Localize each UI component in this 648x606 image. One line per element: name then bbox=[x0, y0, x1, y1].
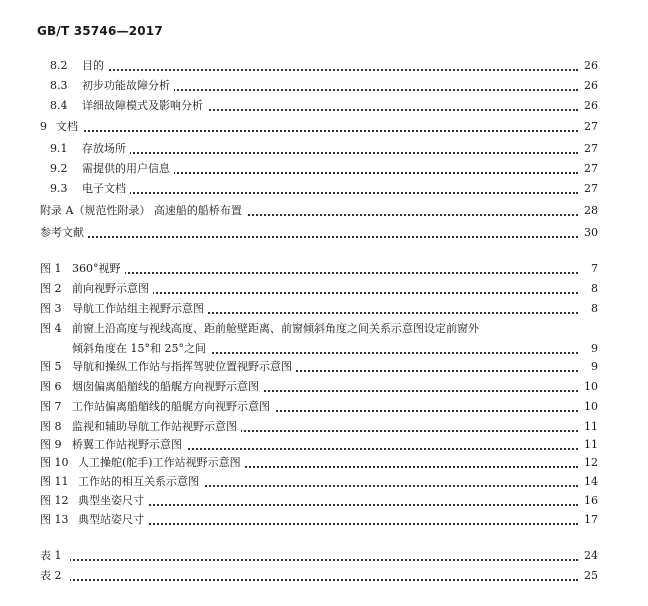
figure-label: 图 9 bbox=[40, 438, 62, 451]
figure-page: 12 bbox=[584, 456, 598, 469]
figure-entry[interactable] bbox=[0, 357, 648, 377]
table-label: 表 1 bbox=[40, 549, 62, 562]
figure-label: 图 4 bbox=[40, 322, 62, 335]
dot-leader bbox=[72, 272, 578, 274]
dot-leader bbox=[56, 130, 578, 132]
figure-label: 图 12 bbox=[40, 494, 69, 507]
figure-entry[interactable] bbox=[0, 435, 648, 455]
figure-title: 工作站的相互关系示意图 bbox=[78, 475, 203, 488]
toc-entry[interactable] bbox=[0, 96, 648, 116]
toc-entry-title: 附录 A（规范性附录） 高速船的船桥布置 bbox=[40, 204, 246, 217]
toc-entry-page: 30 bbox=[584, 226, 598, 239]
figure-page: 11 bbox=[584, 420, 598, 433]
table-entry[interactable] bbox=[0, 546, 648, 566]
figure-page: 7 bbox=[591, 262, 598, 275]
table-page: 25 bbox=[584, 569, 598, 582]
figure-title: 人工操舵(舵手)工作站视野示意图 bbox=[78, 456, 245, 469]
figure-page: 8 bbox=[591, 302, 598, 315]
dot-leader bbox=[82, 152, 578, 154]
toc-entry[interactable] bbox=[0, 76, 648, 96]
figure-page: 8 bbox=[591, 282, 598, 295]
toc-entry-title: 电子文档 bbox=[82, 182, 130, 195]
figure-title: 前窗上沿高度与视线高度、距前舱壁距离、前窗倾斜角度之间关系示意图设定前窗外 bbox=[72, 322, 483, 335]
figure-title: 典型坐姿尺寸 bbox=[78, 494, 148, 507]
figure-entry[interactable] bbox=[0, 453, 648, 473]
toc-entry[interactable] bbox=[0, 117, 648, 137]
toc-entry-appendix[interactable] bbox=[0, 201, 648, 221]
figure-page: 10 bbox=[584, 400, 598, 413]
figure-page: 9 bbox=[591, 342, 598, 355]
figure-entry[interactable] bbox=[0, 259, 648, 279]
figure-title: 导航工作站组主视野示意图 bbox=[72, 302, 208, 315]
toc-entry-page: 26 bbox=[584, 79, 598, 92]
figure-title: 桥翼工作站视野示意图 bbox=[72, 438, 186, 451]
dot-leader bbox=[82, 192, 578, 194]
toc-entry-number: 8.4 bbox=[50, 99, 68, 112]
figure-page: 10 bbox=[584, 380, 598, 393]
toc-entry-page: 28 bbox=[584, 204, 598, 217]
figure-entry[interactable] bbox=[0, 279, 648, 299]
figure-page: 11 bbox=[584, 438, 598, 451]
figure-label: 图 10 bbox=[40, 456, 69, 469]
toc-entry-page: 27 bbox=[584, 142, 598, 155]
figure-label: 图 7 bbox=[40, 400, 62, 413]
figure-title: 360°视野 bbox=[72, 262, 125, 275]
toc-entry[interactable] bbox=[0, 159, 648, 179]
figure-entry[interactable] bbox=[0, 397, 648, 417]
figure-label: 图 2 bbox=[40, 282, 62, 295]
figure-title: 工作站偏离船艏线的船艉方向视野示意图 bbox=[72, 400, 274, 413]
toc-entry-number: 8.2 bbox=[50, 59, 68, 72]
figure-entry-continuation[interactable] bbox=[0, 339, 648, 359]
figure-entry[interactable] bbox=[0, 491, 648, 511]
figure-page: 17 bbox=[584, 513, 598, 526]
toc-entry-number: 9 bbox=[40, 120, 47, 133]
dot-leader bbox=[66, 579, 578, 581]
dot-leader bbox=[66, 559, 578, 561]
toc-entry-title: 存放场所 bbox=[82, 142, 130, 155]
toc-entry-page: 26 bbox=[584, 99, 598, 112]
figure-label: 图 8 bbox=[40, 420, 62, 433]
dot-leader bbox=[82, 69, 578, 71]
figure-label: 图 13 bbox=[40, 513, 69, 526]
figure-label: 图 5 bbox=[40, 360, 62, 373]
dot-leader bbox=[40, 236, 578, 238]
figure-label: 图 1 bbox=[40, 262, 62, 275]
figure-title: 监视和辅助导航工作站视野示意图 bbox=[72, 420, 241, 433]
toc-entry-page: 27 bbox=[584, 162, 598, 175]
toc-entry-references[interactable] bbox=[0, 223, 648, 243]
figure-title-continuation: 倾斜角度在 15°和 25°之间 bbox=[72, 342, 210, 355]
toc-entry[interactable] bbox=[0, 139, 648, 159]
toc-entry-title: 初步功能故障分析 bbox=[82, 79, 174, 92]
table-label: 表 2 bbox=[40, 569, 62, 582]
figure-entry[interactable] bbox=[0, 472, 648, 492]
toc-entry-page: 27 bbox=[584, 182, 598, 195]
figure-label: 图 3 bbox=[40, 302, 62, 315]
figure-entry[interactable] bbox=[0, 417, 648, 437]
figure-label: 图 11 bbox=[40, 475, 69, 488]
figure-page: 16 bbox=[584, 494, 598, 507]
figure-page: 9 bbox=[591, 360, 598, 373]
figure-label: 图 6 bbox=[40, 380, 62, 393]
toc-entry-number: 9.1 bbox=[50, 142, 68, 155]
toc-entry-title: 需提供的用户信息 bbox=[82, 162, 174, 175]
toc-entry-number: 9.2 bbox=[50, 162, 68, 175]
figure-entry[interactable] bbox=[0, 377, 648, 397]
figure-page: 14 bbox=[584, 475, 598, 488]
figure-entry[interactable] bbox=[0, 510, 648, 530]
toc-entry-page: 26 bbox=[584, 59, 598, 72]
dot-leader bbox=[78, 523, 578, 525]
dot-leader bbox=[78, 504, 578, 506]
toc-entry-page: 27 bbox=[584, 120, 598, 133]
table-title bbox=[66, 549, 70, 562]
toc-entry[interactable] bbox=[0, 179, 648, 199]
standard-number-header: GB/T 35746—2017 bbox=[37, 24, 163, 38]
toc-entry-title: 目的 bbox=[82, 59, 108, 72]
table-page: 24 bbox=[584, 549, 598, 562]
figure-title: 导航和操纵工作站与指挥驾驶位置视野示意图 bbox=[72, 360, 296, 373]
toc-entry-number: 8.3 bbox=[50, 79, 68, 92]
table-title bbox=[66, 569, 70, 582]
toc-entry-title: 详细故障模式及影响分析 bbox=[82, 99, 207, 112]
toc-entry-number: 9.3 bbox=[50, 182, 68, 195]
toc-entry[interactable] bbox=[0, 56, 648, 76]
toc-entry-title: 文档 bbox=[56, 120, 82, 133]
figure-entry[interactable] bbox=[0, 299, 648, 319]
figure-title: 烟囱偏离船艏线的船艉方向视野示意图 bbox=[72, 380, 263, 393]
table-entry[interactable] bbox=[0, 566, 648, 586]
figure-entry[interactable] bbox=[0, 319, 648, 339]
toc-entry-title: 参考文献 bbox=[40, 226, 88, 239]
figure-title: 前向视野示意图 bbox=[72, 282, 153, 295]
figure-title: 典型站姿尺寸 bbox=[78, 513, 148, 526]
